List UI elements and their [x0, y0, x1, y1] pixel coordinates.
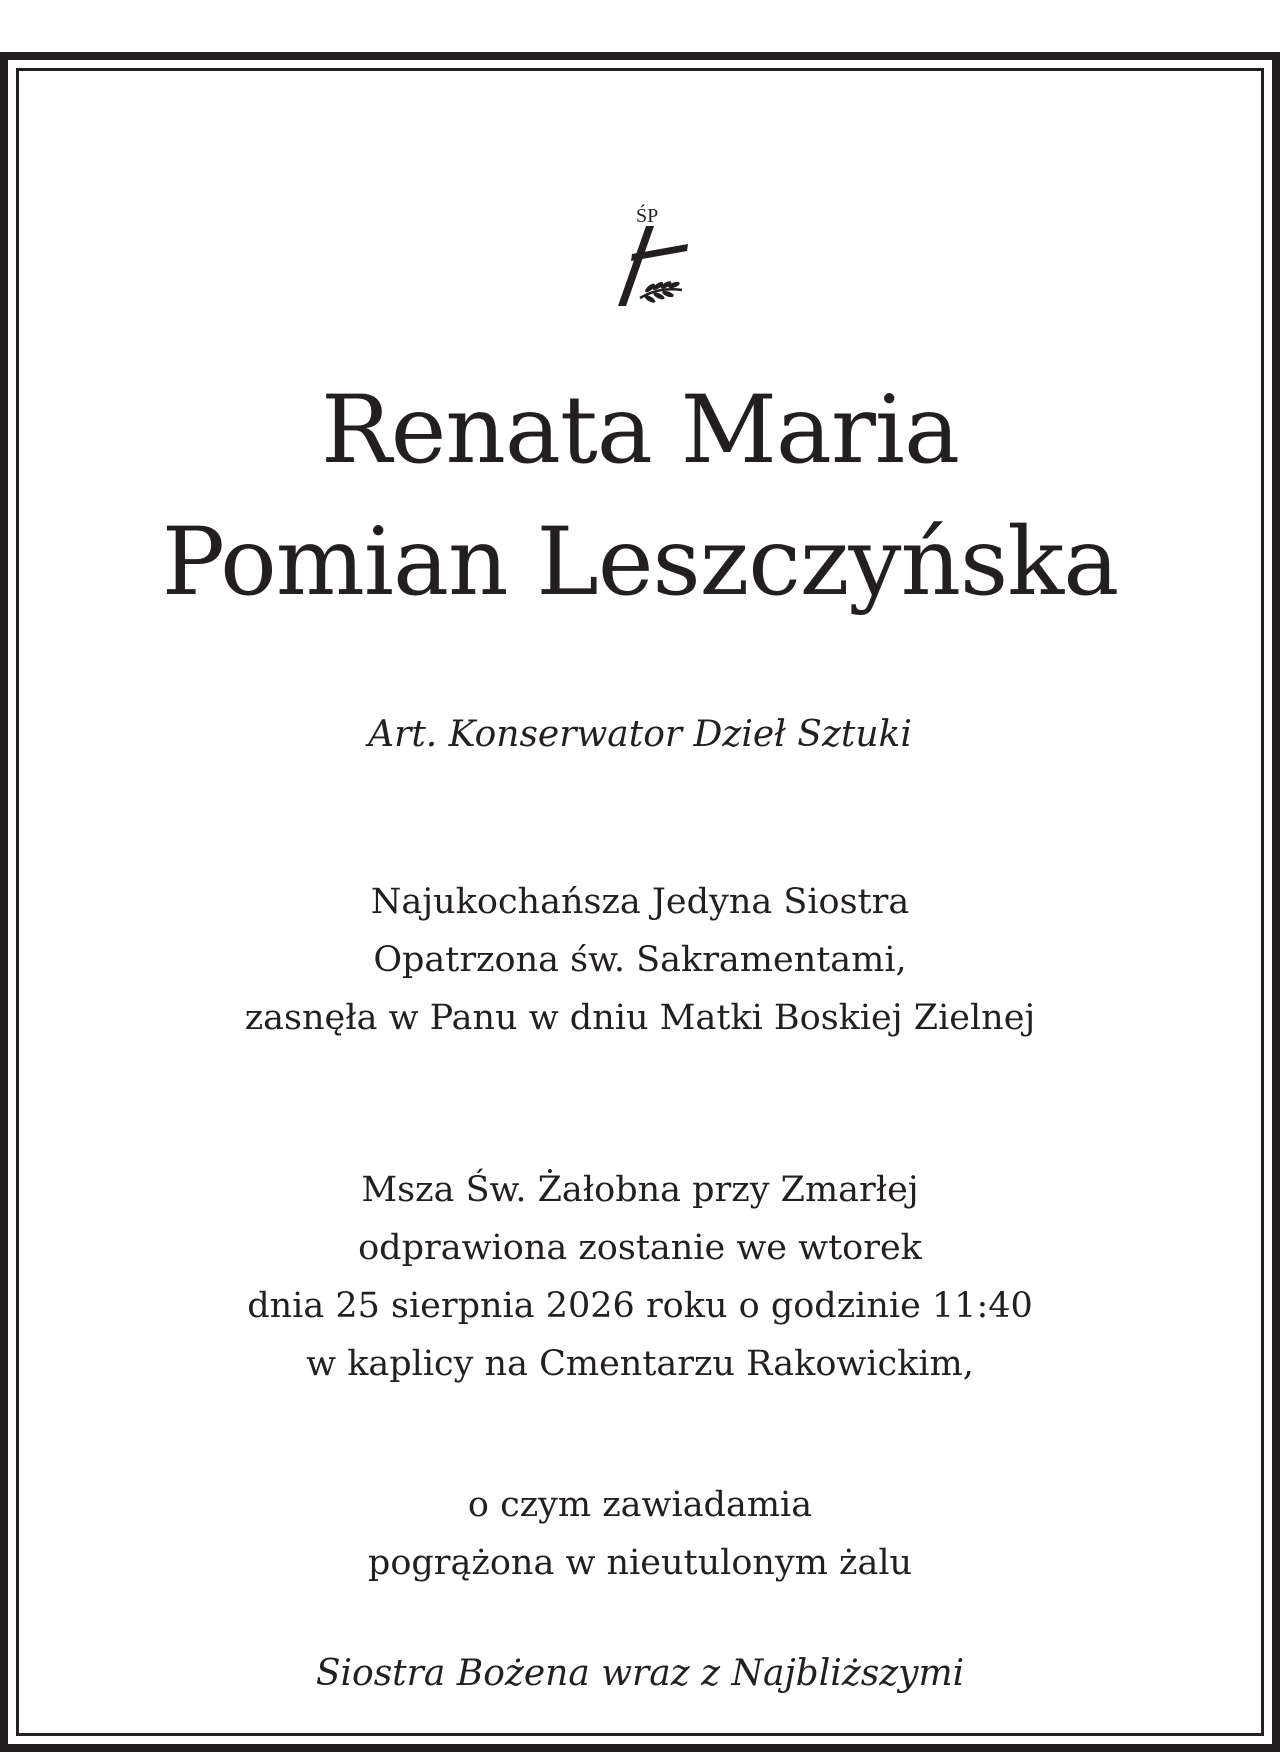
text-line: pogrążona w nieutulonym żalu — [367, 1543, 913, 1583]
deceased-name-line1: Renata Maria — [320, 376, 959, 485]
cross-with-palm-icon — [616, 226, 696, 306]
profession: Art. Konserwator Dzieł Sztuki — [368, 714, 912, 755]
text-line: Opatrzona św. Sakramentami, — [373, 940, 907, 980]
text-line: Msza Św. Żałobna przy Zmarłej — [361, 1170, 919, 1210]
text-line: w kaplicy na Cmentarzu Rakowickim, — [306, 1344, 974, 1384]
text-line: o czym zawiadamia — [467, 1485, 813, 1525]
mass-details-paragraph — [19, 1161, 1261, 1393]
memorial-symbol — [616, 206, 696, 306]
text-line: odprawiona zostanie we wtorek — [358, 1228, 922, 1268]
text-line: Najukochańsza Jedyna Siostra — [370, 882, 910, 922]
text-line: zasnęła w Panu w dniu Matki Boskiej Zielnej — [244, 998, 1036, 1038]
obituary-notice — [19, 71, 1261, 1733]
signature: Siostra Bożena wraz z Najbliższymi — [315, 1653, 965, 1694]
announcement-paragraph — [19, 873, 1261, 1047]
text-line: dnia 25 sierpnia 2026 roku o godzinie 11:40 — [247, 1286, 1033, 1326]
notification-paragraph — [19, 1476, 1261, 1592]
sp-abbreviation: ŚP — [636, 205, 659, 227]
deceased-name-line2: Pomian Leszczyńska — [161, 508, 1119, 617]
